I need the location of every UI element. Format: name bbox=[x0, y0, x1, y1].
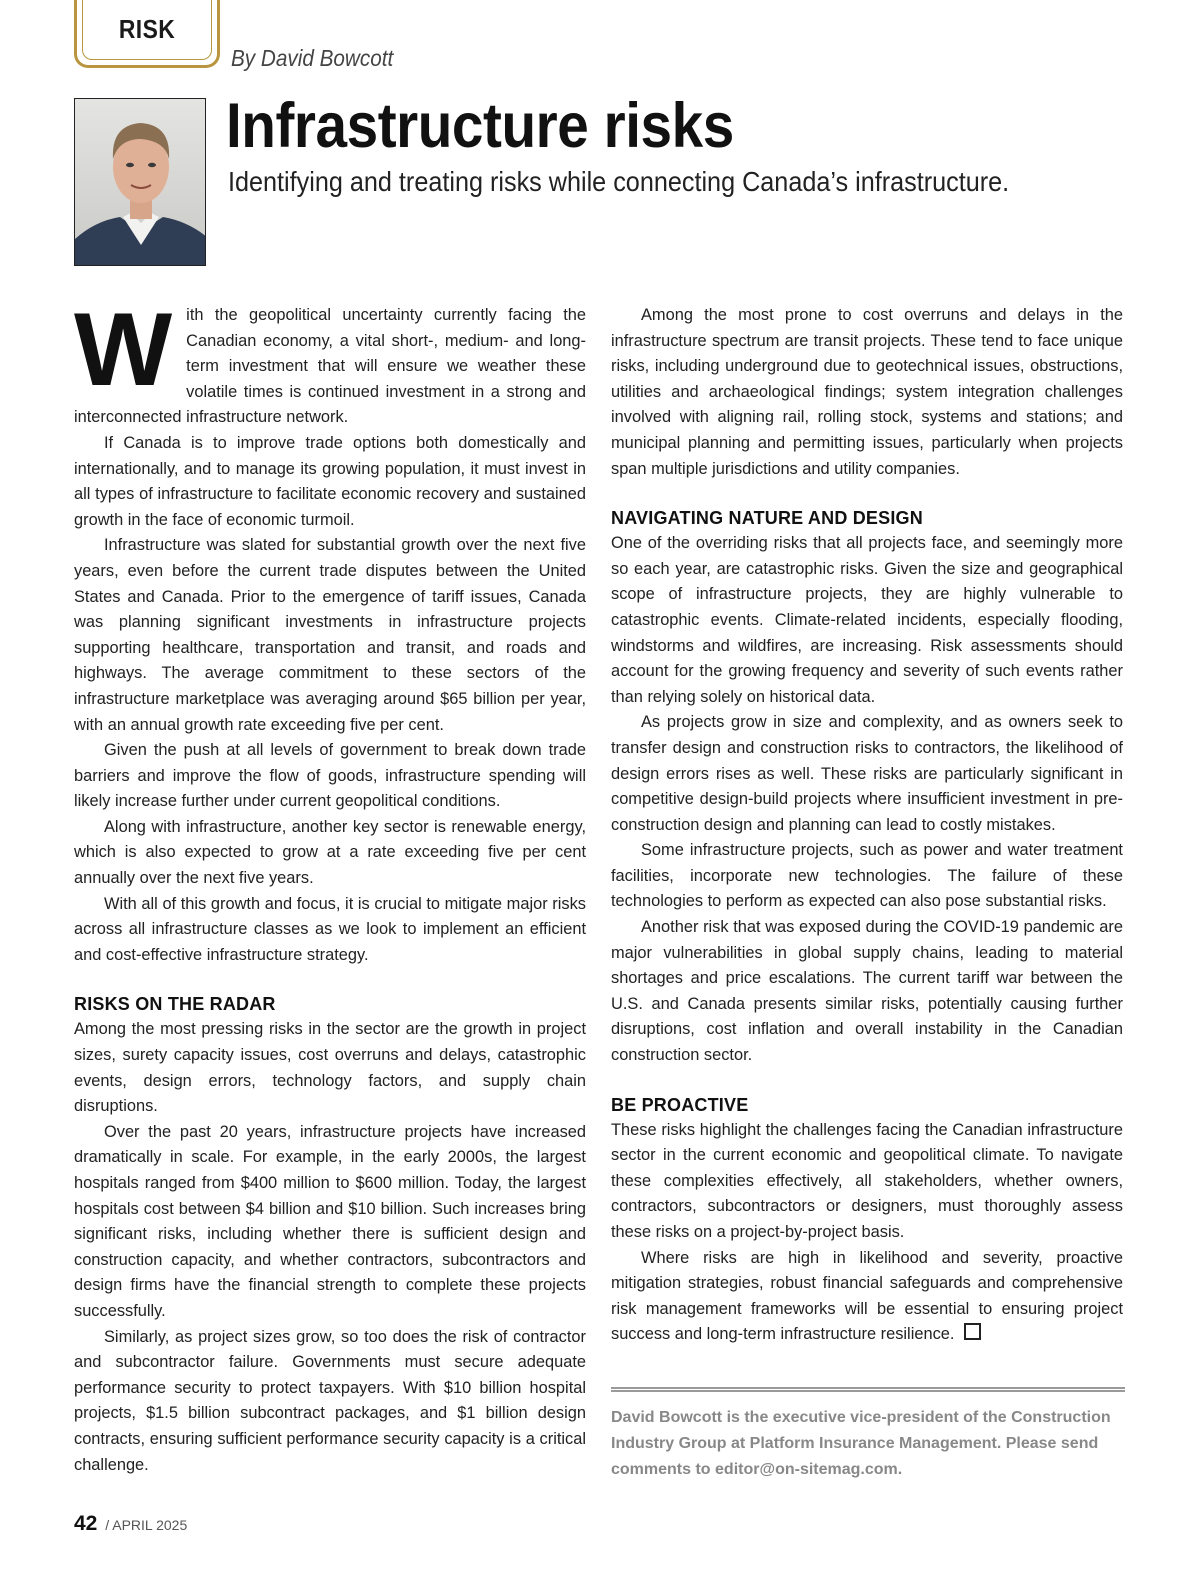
body-paragraph: Given the push at all levels of government to break down trade barriers and improve the flow of goods, infrastructure spending will likely increase further under current geopolitical conditions. bbox=[74, 741, 586, 811]
intro-paragraph bbox=[74, 292, 586, 431]
body-paragraph: Another risk that was exposed during the COVID-19 pandemic are major vulnerabilities in global supply chains, leading to material shortages and price escalations. The current tariff war between the U.S. and Canada presents similar risks, potentially causing further disruptions, cost inflation and overall instability in the Canadian construction sector. bbox=[611, 918, 1123, 1065]
section-heading-be-proactive: BE PROACTIVE bbox=[611, 1094, 749, 1115]
section-heading-navigating-nature: NAVIGATING NATURE AND DESIGN bbox=[611, 508, 923, 529]
body-paragraph: Among the most pressing risks in the sector are the growth in project sizes, surety capacity issues, cost overruns and delays, catastrophic events, design errors, technology factors, and supply chain disruptions. bbox=[74, 1020, 586, 1116]
body-paragraph: Infrastructure was slated for substantial growth over the next five years, even before the current trade disputes between the United States and Canada. Prior to the emergence of tariff issues, Canada was planning significant investments in infrastructure projects supporting healthcare, transportation and transit, and roads and highways. The average commitment to these sectors of the infrastructure marketplace was averaging around $65 billion per year, with an annual growth rate exceeding five per cent. bbox=[74, 536, 586, 734]
page-number: 42 bbox=[74, 1512, 98, 1535]
intro-text: ith the geopolitical uncertainty currently facing the Canadian economy, a vital short-, medium- and long-term investment that will ensure we weather these volatile times is continued investment in a strong and interconnected infrastructure network. bbox=[74, 306, 586, 427]
body-paragraph: Over the past 20 years, infrastructure projects have increased dramatically in scale. For example, in the early 2000s, the largest hospitals ranged from $400 million to $600 million. Today, the largest hospitals cost between $4 billion and $10 billion. Such increases bring significant risks, including whether there is sufficient design and construction capacity, and whether contractors, subcontractors and design firms have the financial strength to complete these projects successfully. bbox=[74, 1122, 586, 1320]
body-paragraph: Some infrastructure projects, such as power and water treatment facilities, incorporate new technologies. The failure of these technologies to perform as expected can also pose substantial risks. bbox=[611, 841, 1123, 911]
author-portrait-image bbox=[75, 99, 206, 266]
body-paragraph: With all of this growth and focus, it is crucial to mitigate major risks across all infrastructure classes as we look to implement an efficient and cost-effective infrastructure strategy. bbox=[74, 894, 586, 964]
body-paragraph: If Canada is to improve trade options both domestically and internationally, and to manage its growing population, it must invest in all types of infrastructure to facilitate economic recovery and sustained growth in the face of economic turmoil. bbox=[74, 433, 586, 529]
right-column bbox=[611, 303, 1123, 1348]
bio-divider bbox=[611, 1387, 1125, 1392]
end-mark-icon bbox=[964, 1323, 981, 1340]
author-photo bbox=[74, 98, 206, 266]
body-paragraph: Similarly, as project sizes grow, so too does the risk of contractor and subcontractor failure. Governments must secure adequate performance security to protect taxpayers. With $10 billion hospital projects, $1.5 billion subcontract packages, and $1 billion design contracts, ensuring sufficient performance security capacity is a critical challenge. bbox=[74, 1327, 586, 1474]
body-paragraph: Among the most prone to cost overruns and delays in the infrastructure spectrum are transit projects. These tend to face unique risks, including underground due to geotechnical issues, obstructions, utilities and archaeological findings; system integration challenges involved with aligning rail, rolling stock, systems and stations; and municipal planning and permitting issues, particularly when projects span multiple jurisdictions and utility companies. bbox=[611, 306, 1123, 478]
body-paragraph: These risks highlight the challenges facing the Canadian infrastructure sector in the current economic and geopolitical climate. To navigate these complexities effectively, all stakeholders, whether owners, contractors, subcontractors or designers, must thoroughly assess these risks on a project-by-project basis. bbox=[611, 1120, 1123, 1241]
page-footer bbox=[74, 1512, 187, 1536]
section-heading-risks-on-radar: RISKS ON THE RADAR bbox=[74, 994, 276, 1015]
left-column bbox=[74, 292, 586, 1478]
section-tag-label: RISK bbox=[118, 14, 176, 44]
article-subtitle: Identifying and treating risks while connecting Canada’s infrastructure. bbox=[228, 166, 1010, 197]
body-paragraph: One of the overriding risks that all projects face, and seemingly more so each year, are catastrophic risks. Given the size and geographical scope of infrastructure projects, they are highly vulnerable to catastrophic events. Climate-related incidents, especially flooding, windstorms and wildfires, are increasing. Risk assessments should account for the growing frequency and severity of such events rather than relying solely on historical data. bbox=[611, 534, 1123, 706]
body-paragraph: As projects grow in size and complexity, and as owners seek to transfer design and construction risks to contractors, the likelihood of design errors rises as well. These risks are particularly significant in competitive design-build projects where insufficient investment in pre-construction design and planning can lead to costly mistakes. bbox=[611, 713, 1123, 834]
author-bio: David Bowcott is the executive vice-president of the Construction Industry Group at Platform Insurance Management. Please send comments to editor@on-sitemag.com. bbox=[611, 1409, 1111, 1478]
closing-text: Where risks are high in likelihood and severity, proactive mitigation strategies, robust financial safeguards and comprehensive risk management frameworks will be essential to ensuring project success and long-term infrastructure resilience. bbox=[611, 1248, 1123, 1344]
issue-date: / APRIL 2025 bbox=[105, 1517, 188, 1533]
section-tag bbox=[74, 0, 220, 68]
body-paragraph: Along with infrastructure, another key sector is renewable energy, which is also expected to grow at a rate exceeding five per cent annually over the next five years. bbox=[74, 817, 586, 888]
article-title: Infrastructure risks bbox=[226, 91, 734, 161]
byline: By David Bowcott bbox=[231, 45, 394, 71]
closing-paragraph bbox=[611, 1246, 1123, 1348]
section-tag-inner bbox=[82, 0, 212, 60]
drop-cap: W bbox=[74, 292, 173, 408]
